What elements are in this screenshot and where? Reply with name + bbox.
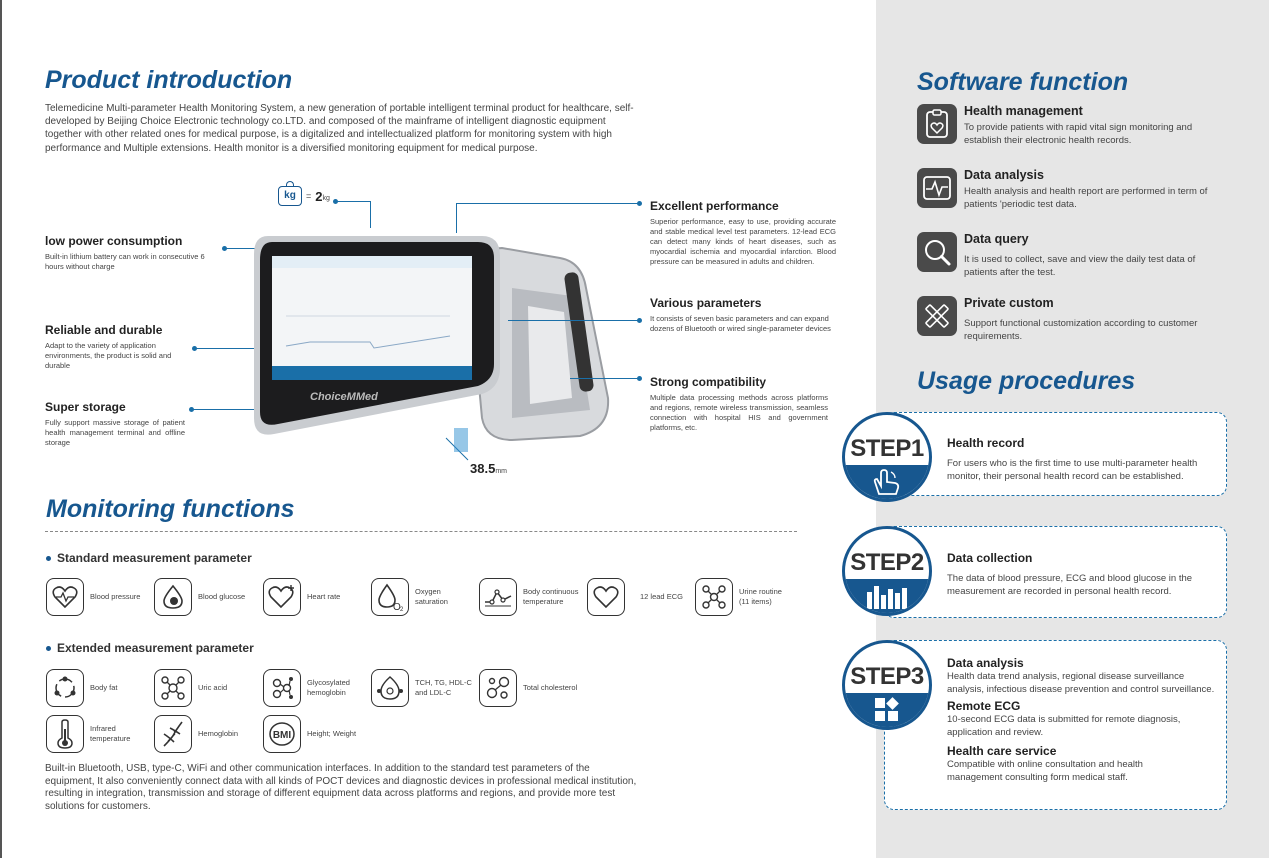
- extended-parameter-heading: [46, 641, 254, 655]
- heart-outline-icon: [587, 578, 625, 616]
- hand-touch-icon: [845, 465, 929, 502]
- software-health-management: [917, 104, 1237, 148]
- monitoring-title: Monitoring functions: [46, 495, 295, 523]
- step-section-text: Health data trend analysis, regional disease surveillance analysis, infectious disease prevention and control surveillance.: [947, 671, 1215, 695]
- step-section-text: For users who is the first time to use multi-parameter health monitor, their personal health record can be established.: [947, 458, 1198, 482]
- product-intro-title: Product introduction: [45, 66, 293, 94]
- health-record-icon: [917, 104, 957, 144]
- standard-title-text: Standard measurement parameter: [57, 551, 252, 565]
- bar-chart-icon: [845, 579, 929, 616]
- step-label: STEP3: [850, 663, 924, 690]
- svg-text:2: 2: [400, 607, 404, 611]
- software-item-title: Private custom: [964, 296, 1054, 310]
- software-title: Software function: [917, 68, 1129, 96]
- bmi-icon: [263, 715, 301, 753]
- param-label: Infrared temperature: [90, 724, 131, 743]
- param-lipids: [371, 669, 475, 707]
- feature-title: Various parameters: [650, 296, 762, 310]
- molecule-icon: [695, 578, 733, 616]
- param-body-fat: [46, 669, 150, 707]
- magnifier-icon: [917, 232, 957, 272]
- kg-weight-icon: [278, 186, 302, 206]
- param-oxygen: [371, 578, 461, 616]
- param-label: 12 lead ECG: [640, 592, 683, 601]
- software-item-title: Data analysis: [964, 168, 1044, 182]
- software-data-analysis: [917, 168, 1237, 212]
- feature-title: Super storage: [45, 400, 126, 414]
- feature-title: low power consumption: [45, 234, 183, 248]
- svg-text:O: O: [393, 602, 401, 611]
- param-label: Oxygen saturation: [415, 587, 448, 606]
- usage-title: Usage procedures: [917, 367, 1136, 395]
- feature-text: Built-in lithium battery can work in consecutive 6 hours without charge: [45, 252, 205, 271]
- step-section-text: Compatible with online consultation and health management consulting form medical staff.: [947, 759, 1143, 783]
- step-badge: [842, 640, 932, 730]
- heart-pulse-icon: [46, 578, 84, 616]
- cholesterol-icon: [479, 669, 517, 707]
- uric-acid-icon: [154, 669, 192, 707]
- oxygen-drop-icon: [371, 578, 409, 616]
- software-item-title: Health management: [964, 104, 1083, 118]
- param-continuous-temp: [479, 578, 583, 616]
- software-item-text: It is used to collect, save and view the daily test data of patients after the test.: [964, 254, 1196, 278]
- tablet-illustration: [250, 228, 620, 478]
- param-cholesterol: [479, 669, 593, 707]
- param-label: Blood pressure: [90, 592, 141, 601]
- param-label: Glycosylated hemoglobin: [307, 678, 350, 697]
- step-card: [884, 526, 1227, 618]
- feature-low-power: [45, 234, 225, 272]
- feature-reliable: [45, 323, 225, 371]
- param-label: Blood glucose: [198, 592, 246, 601]
- feature-text: Adapt to the variety of application environments, the product is solid and durable: [45, 341, 172, 370]
- weight-unit: kg: [322, 194, 330, 202]
- param-blood-pressure: [46, 578, 150, 616]
- step-section-text: 10-second ECG data is submitted for remote diagnosis, application and review.: [947, 714, 1181, 738]
- feature-title: Strong compatibility: [650, 375, 767, 389]
- dna-icon: [154, 715, 192, 753]
- extended-title-text: Extended measurement parameter: [57, 641, 254, 655]
- step-section-text: The data of blood pressure, ECG and blood glucose in the measurement are recorded in personal health record.: [947, 573, 1193, 597]
- step-section-title: Data analysis: [947, 656, 1024, 670]
- step-label: STEP1: [850, 435, 924, 462]
- feature-text: It consists of seven basic parameters and can expand dozens of Bluetooth or wired single-parameter devices: [650, 314, 831, 333]
- grid-diamond-icon: [845, 693, 929, 730]
- body-fat-icon: [46, 669, 84, 707]
- param-urine: [695, 578, 789, 616]
- step-1: [842, 412, 1227, 507]
- param-label: Height; Weight: [307, 729, 357, 738]
- thickness-indicator: [470, 460, 507, 478]
- section-divider: [45, 531, 797, 532]
- param-label: Body fat: [90, 683, 118, 692]
- connectivity-text: Built-in Bluetooth, USB, type-C, WiFi and other communication interfaces. In addition to the standard test parameters of the equipment, It also conveniently connect data with all kinds of POCT devices and diagnostic devices in professional medical institution, resulting in integration, transmission and storage of different equipment data across platforms and regions, and provide more test solutions for customers.: [45, 763, 637, 812]
- weight-equals: =: [306, 191, 312, 201]
- step-card: [884, 640, 1227, 810]
- param-blood-glucose: [154, 578, 258, 616]
- param-label: Heart rate: [307, 592, 341, 601]
- param-label: Uric acid: [198, 683, 228, 692]
- param-ecg: [587, 578, 700, 616]
- weight-value: 2: [315, 188, 323, 204]
- param-label: TCH, TG, HDL-C and LDL-C: [415, 678, 472, 697]
- ruler-pencil-icon: [917, 296, 957, 336]
- step-2: [842, 526, 1227, 621]
- feature-title: Excellent performance: [650, 199, 779, 213]
- param-heart-rate: [263, 578, 367, 616]
- step-section-title: Data collection: [947, 551, 1033, 565]
- software-item-title: Data query: [964, 232, 1029, 246]
- kg-badge-text: kg: [284, 190, 296, 201]
- thickness-unit: mm: [495, 468, 507, 475]
- param-infrared-temp: [46, 715, 140, 753]
- heart-plus-icon: [263, 578, 301, 616]
- param-height-weight: [263, 715, 367, 753]
- step-3: [842, 640, 1227, 812]
- param-uric-acid: [154, 669, 258, 707]
- lipid-drop-icon: [371, 669, 409, 707]
- software-item-text: To provide patients with rapid vital sign monitoring and establish their electronic health records.: [964, 122, 1193, 146]
- feature-parameters: [650, 296, 830, 334]
- feature-compatibility: [650, 375, 830, 433]
- step-badge: [842, 412, 932, 502]
- step-badge: [842, 526, 932, 616]
- step-section-title: Health record: [947, 436, 1025, 450]
- software-data-query: [917, 232, 1237, 276]
- feature-performance: [650, 199, 836, 267]
- step-section-title: Health care service: [947, 744, 1057, 758]
- temperature-curve-icon: [479, 578, 517, 616]
- step-section-title: Remote ECG: [947, 699, 1021, 713]
- step-label: STEP2: [850, 549, 924, 576]
- param-label: Body continuous temperature: [523, 587, 579, 606]
- pulse-monitor-icon: [917, 168, 957, 208]
- param-label: Urine routine (11 items): [739, 587, 782, 606]
- feature-text: Superior performance, easy to use, providing accurate and stable medical level test parameters. 12-lead ECG can detect many kinds of heart diseases, such as myocardial ischemia and myocardial infarction. Blood pressure can be measured in adults and children.: [650, 217, 836, 266]
- feature-storage: [45, 400, 225, 448]
- standard-parameter-heading: [46, 551, 252, 565]
- weight-indicator: [278, 186, 330, 206]
- param-hemoglobin: [154, 715, 258, 753]
- blood-drop-icon: [154, 578, 192, 616]
- software-item-text: Health analysis and health report are performed in term of patients 'periodic test data.: [964, 186, 1208, 210]
- thermometer-icon: [46, 715, 84, 753]
- param-label: Total cholesterol: [523, 683, 578, 692]
- software-private-custom: [917, 296, 1237, 340]
- param-glycosylated: [263, 669, 367, 707]
- step-card: [884, 412, 1227, 496]
- glycosylated-icon: [263, 669, 301, 707]
- software-item-text: Support functional customization according to customer requirements.: [964, 318, 1198, 342]
- feature-text: Multiple data processing methods across platforms and regions, remote wireless transmission, seamless connection with hospital HIS and government platforms, etc.: [650, 393, 828, 432]
- feature-title: Reliable and durable: [45, 323, 163, 337]
- feature-text: Fully support massive storage of patient health management terminal and offline storage: [45, 418, 185, 447]
- param-label: Hemoglobin: [198, 729, 239, 738]
- thickness-value: 38.5: [470, 461, 496, 476]
- svg-text:BMI: BMI: [272, 730, 292, 741]
- svg-text:ChoiceMMed: ChoiceMMed: [310, 391, 378, 403]
- product-intro-text: Telemedicine Multi-parameter Health Monitoring System, a new generation of portable intelligent terminal product for healthcare, self-developed by Beijing Choice Electronic technology co.LTD. and composed of the mainframe of intelligent diagnostic equipment together with other related ones for medical purpose, is a digitalized and intellectualized platform for monitoring system with high performance and Multiple extensions. Health monitor is a diversified monitoring equipment for medical purpose.: [45, 103, 634, 154]
